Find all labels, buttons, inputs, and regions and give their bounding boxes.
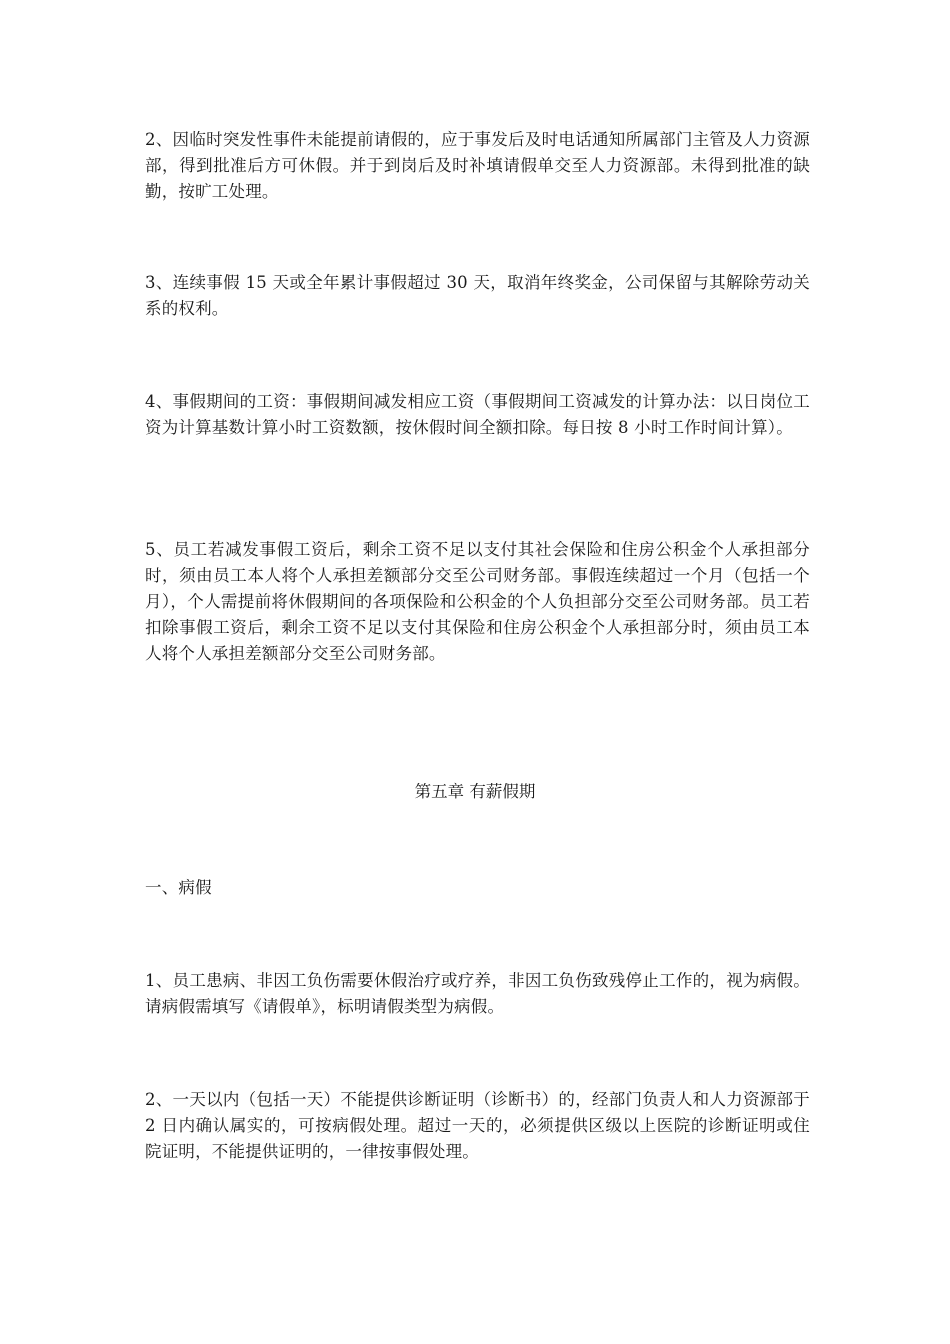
chapter-title: 第五章 有薪假期 xyxy=(414,782,536,801)
paragraph-leave-emergency: 2、因临时突发性事件未能提前请假的，应于事发后及时电话通知所属部门主管及人力资源部，得到批准后方可休假。并于到岗后及时补填请假单交至人力资源部。未得到批准的缺勤，按旷工处理。 xyxy=(145,130,810,201)
section-title: 一、病假 xyxy=(145,878,212,897)
paragraph-leave-limit: 3、连续事假 15 天或全年累计事假超过 30 天，取消年终奖金，公司保留与其解除劳动关系的权利。 xyxy=(145,273,810,318)
paragraph-sick-leave-proof: 2、一天以内（包括一天）不能提供诊断证明（诊断书）的，经部门负责人和人力资源部于 2 日内确认属实的，可按病假处理。超过一天的，必须提供区级以上医院的诊断证明或住院证明，不能提供证明的，一律按事假处理。 xyxy=(145,1090,810,1161)
paragraph-leave-salary: 4、事假期间的工资：事假期间减发相应工资（事假期间工资减发的计算办法：以日岗位工资为计算基数计算小时工资数额，按休假时间全额扣除。每日按 8 小时工作时间计算）。 xyxy=(145,392,810,437)
paragraph-leave-insurance: 5、员工若减发事假工资后，剩余工资不足以支付其社会保险和住房公积金个人承担部分时，须由员工本人将个人承担差额部分交至公司财务部。事假连续超过一个月（包括一个月），个人需提前将休假期间的各项保险和公积金的个人负担部分交至公司财务部。员工若扣除事假工资后，剩余工资不足以支付其保险和住房公积金个人承担部分时，须由员工本人将个人承担差额部分交至公司财务部。 xyxy=(145,540,810,663)
paragraph-sick-leave-definition: 1、员工患病、非因工负伤需要休假治疗或疗养，非因工负伤致残停止工作的，视为病假。请病假需填写《请假单》，标明请假类型为病假。 xyxy=(145,971,810,1016)
